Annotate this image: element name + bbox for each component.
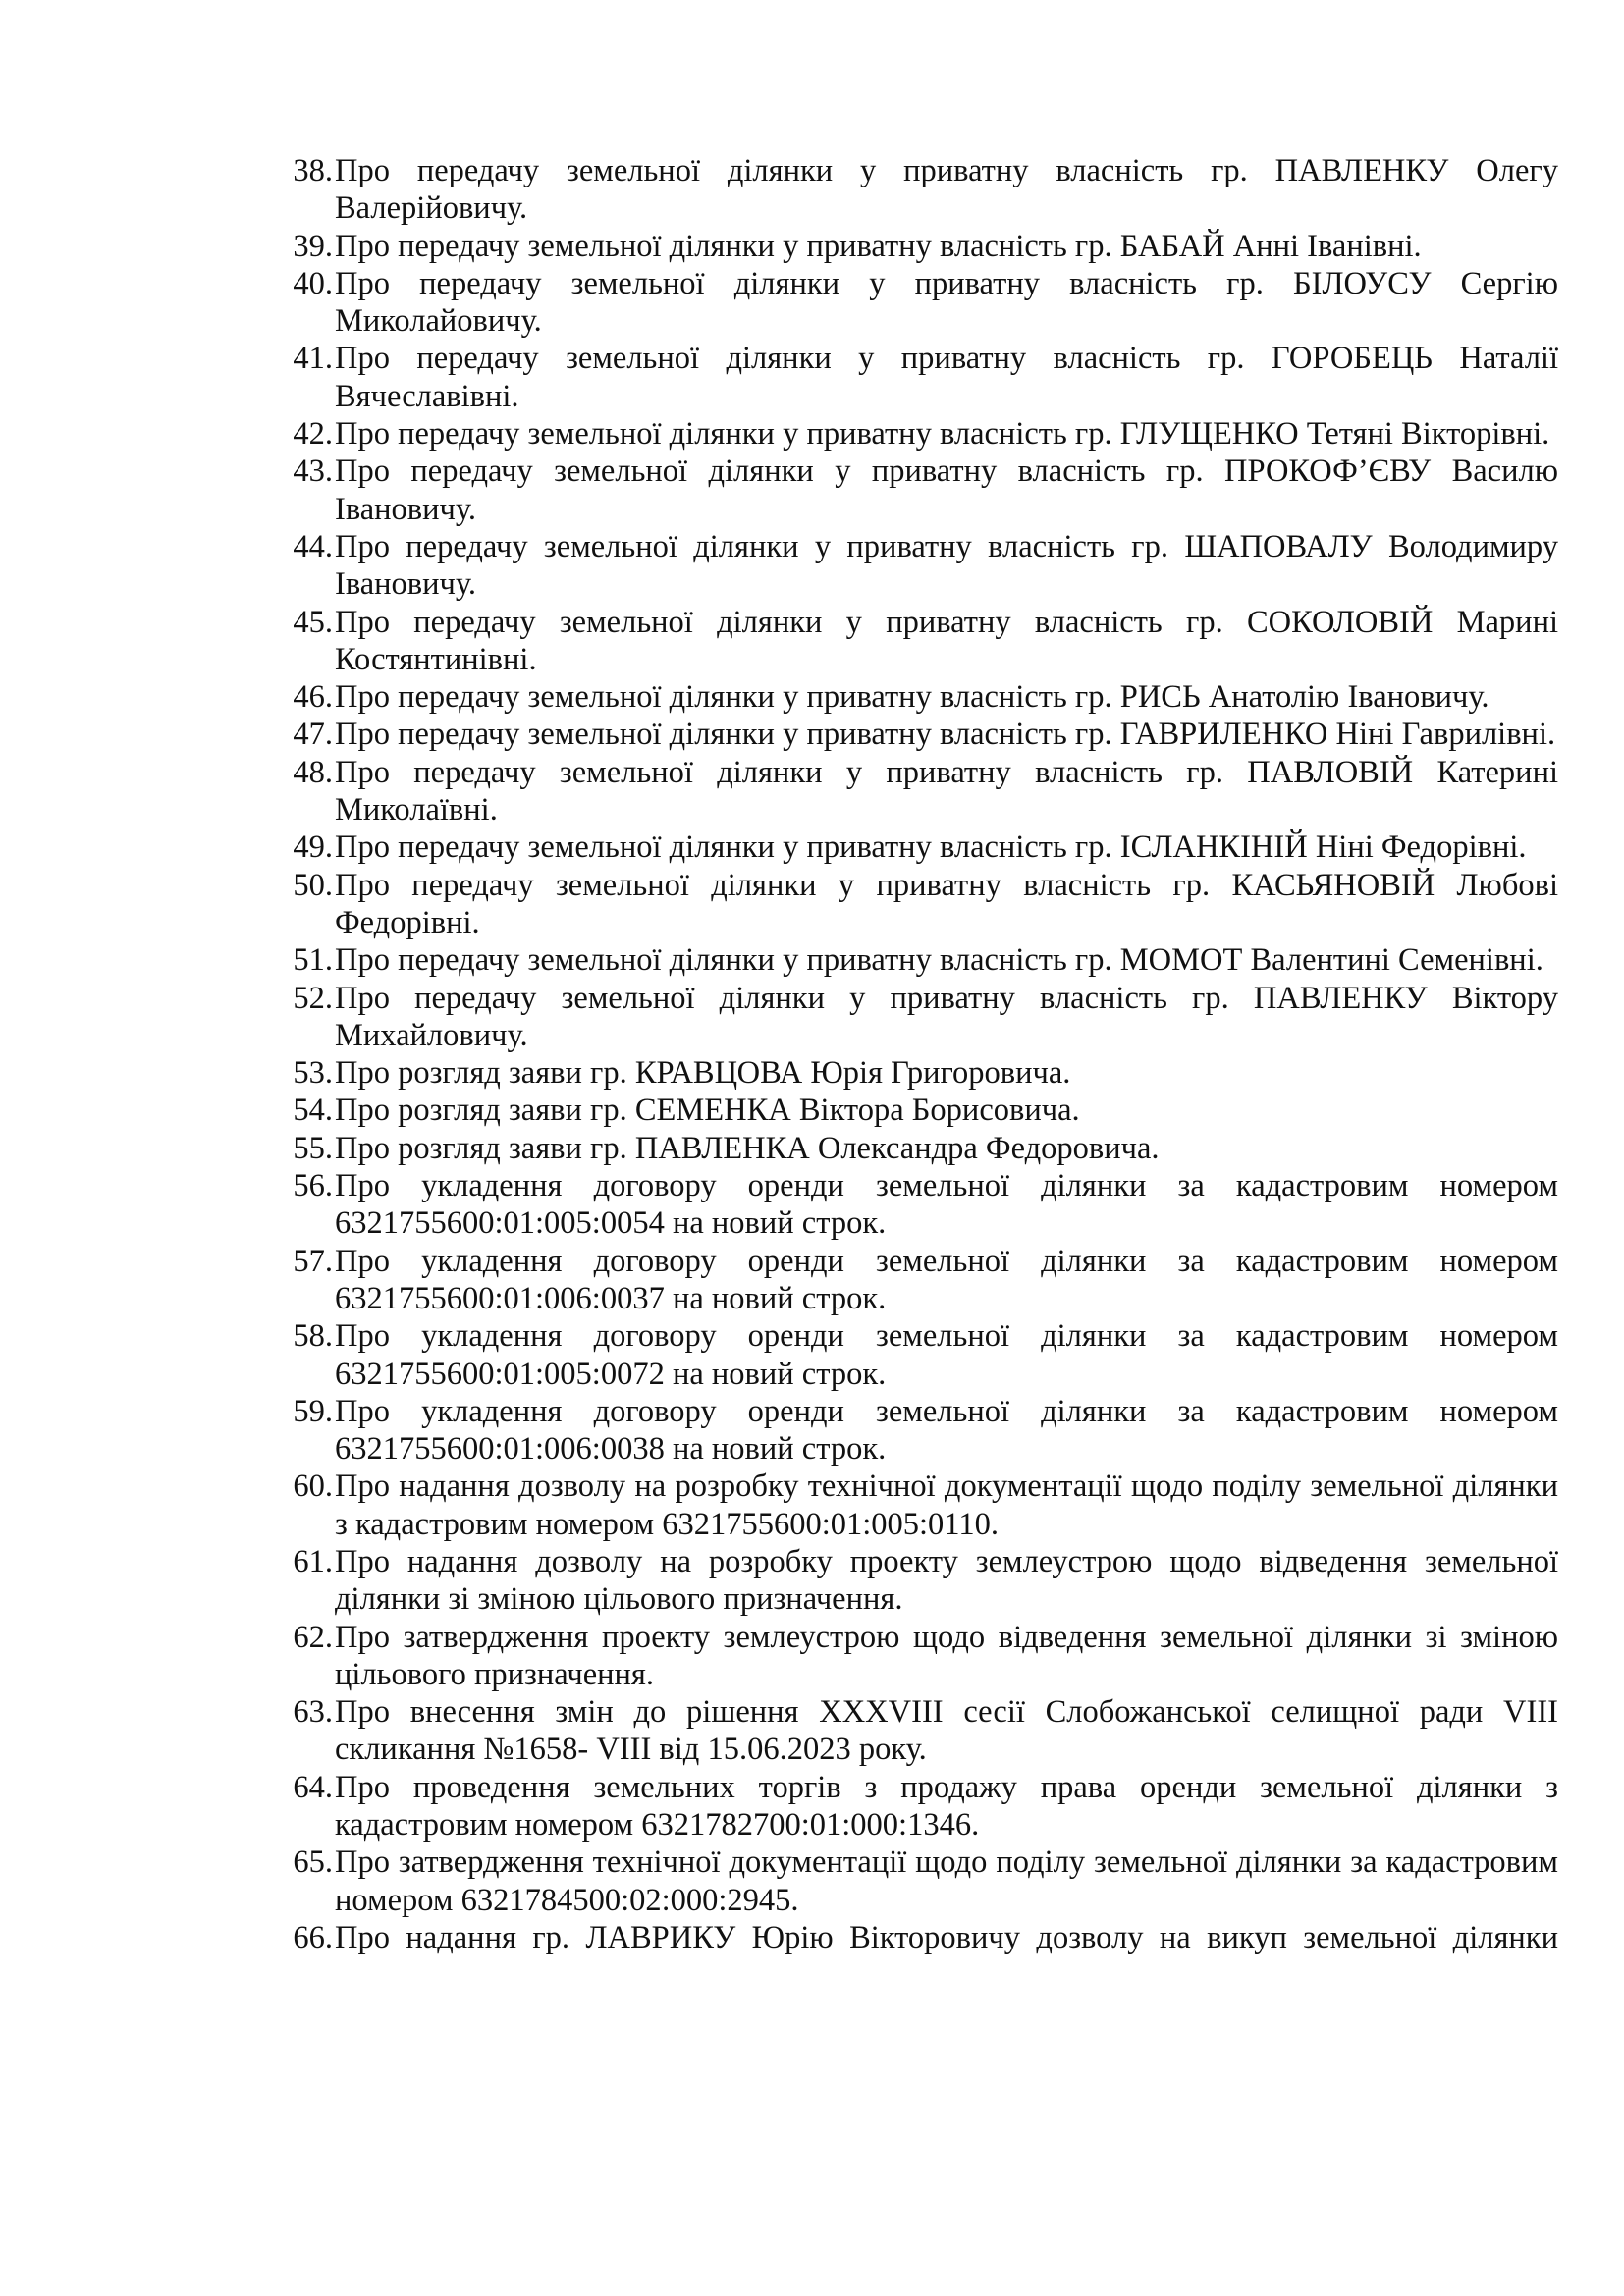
- item-text: Про проведення земельних торгів з продажу права оренди земельної ділянки з кадастровим номером 6321782700:01:000:1346.: [335, 1769, 1558, 1843]
- item-text: Про передачу земельної ділянки у приватну власність гр. ІСЛАНКІНІЙ Ніні Федорівні.: [335, 829, 1527, 866]
- item-text: Про надання дозволу на розробку проекту землеустрою щодо відведення земельної ділянки зі зміною цільового призначення.: [335, 1543, 1558, 1618]
- agenda-item: [280, 1843, 1558, 1919]
- item-text: Про надання дозволу на розробку технічної документації щодо поділу земельної ділянки з кадастровим номером 6321755600:01:005:0110.: [335, 1468, 1558, 1542]
- agenda-item: [280, 152, 1558, 228]
- item-number: 43.: [293, 454, 333, 490]
- item-number: 48.: [293, 754, 333, 790]
- item-number: 51.: [293, 942, 333, 979]
- agenda-item: [280, 678, 1558, 716]
- agenda-item: [280, 1543, 1558, 1619]
- item-text: Про передачу земельної ділянки у приватну власність гр. ШАПОВАЛУ Володимиру Івановичу.: [335, 528, 1558, 603]
- agenda-item: [280, 1619, 1558, 1694]
- item-text: Про передачу земельної ділянки у приватну власність гр. ПАВЛОВІЙ Катерині Миколаївні.: [335, 754, 1558, 828]
- agenda-item: [280, 1167, 1558, 1243]
- agenda-item: [280, 604, 1558, 679]
- item-number: 45.: [293, 604, 333, 640]
- item-text: Про передачу земельної ділянки у приватну власність гр. РИСЬ Анатолію Івановичу.: [335, 679, 1489, 716]
- item-number: 55.: [293, 1130, 333, 1166]
- agenda-item: [280, 716, 1558, 753]
- item-number: 54.: [293, 1093, 333, 1129]
- item-number: 38.: [293, 153, 333, 188]
- agenda-item: [280, 1393, 1558, 1468]
- item-number: 46.: [293, 679, 333, 716]
- item-text: Про передачу земельної ділянки у приватну власність гр. КАСЬЯНОВІЙ Любові Федорівні.: [335, 867, 1558, 940]
- agenda-item: [280, 528, 1558, 604]
- item-text: Про передачу земельної ділянки у приватну власність гр. БІЛОУСУ Сергію Миколайовичу.: [335, 265, 1558, 340]
- item-text: Про укладення договору оренди земельної ділянки за кадастровим номером 6321755600:01:006:0038 на новий строк.: [335, 1393, 1558, 1468]
- item-text: Про затвердження проекту землеустрою щодо відведення земельної ділянки зі зміною цільового призначення.: [335, 1619, 1558, 1692]
- item-text: Про передачу земельної ділянки у приватну власність гр. ПАВЛЕНКУ Олегу Валерійовичу.: [335, 153, 1558, 227]
- item-text: Про укладення договору оренди земельної ділянки за кадастровим номером 6321755600:01:005:0072 на новий строк.: [335, 1318, 1558, 1392]
- item-number: 41.: [293, 341, 333, 377]
- item-text: Про надання гр. ЛАВРИКУ Юрію Вікторовичу дозволу на викуп земельної ділянки: [335, 1919, 1558, 1955]
- item-number: 62.: [293, 1619, 333, 1655]
- item-text: Про затвердження технічної документації щодо поділу земельної ділянки за кадастровим номером 6321784500:02:000:2945.: [335, 1844, 1558, 1918]
- agenda-item: [280, 1693, 1558, 1769]
- agenda-item: [280, 340, 1558, 415]
- agenda-item: [280, 415, 1558, 453]
- agenda-item: [280, 1769, 1558, 1844]
- agenda-item: [280, 941, 1558, 979]
- item-number: 39.: [293, 228, 333, 264]
- item-number: 44.: [293, 528, 333, 564]
- item-number: 57.: [293, 1243, 333, 1279]
- item-number: 61.: [293, 1543, 333, 1579]
- item-text: Про укладення договору оренди земельної ділянки за кадастровим номером 6321755600:01:005:0054 на новий строк.: [335, 1168, 1558, 1242]
- item-number: 50.: [293, 867, 333, 903]
- item-number: 58.: [293, 1318, 333, 1355]
- agenda-list: [280, 152, 1558, 1956]
- agenda-item: [280, 265, 1558, 341]
- item-text: Про передачу земельної ділянки у приватну власність гр. ПРОКОФ’ЄВУ Василю Івановичу.: [335, 454, 1558, 527]
- agenda-item: [280, 1092, 1558, 1129]
- agenda-item: [280, 228, 1558, 265]
- agenda-item: [280, 1919, 1558, 1956]
- item-number: 47.: [293, 717, 333, 753]
- item-number: 40.: [293, 265, 333, 301]
- item-text: Про передачу земельної ділянки у приватну власність гр. СОКОЛОВІЙ Марині Костянтинівні.: [335, 604, 1558, 677]
- agenda-item: [280, 1054, 1558, 1092]
- agenda-item: [280, 828, 1558, 866]
- agenda-item: [280, 1130, 1558, 1167]
- agenda-item: [280, 980, 1558, 1055]
- item-text: Про передачу земельної ділянки у приватну власність гр. БАБАЙ Анні Іванівні.: [335, 228, 1422, 264]
- agenda-item: [280, 867, 1558, 942]
- item-number: 60.: [293, 1468, 333, 1505]
- agenda-item: [280, 754, 1558, 829]
- item-number: 49.: [293, 829, 333, 866]
- agenda-item: [280, 1317, 1558, 1393]
- item-number: 42.: [293, 416, 333, 453]
- item-number: 66.: [293, 1919, 333, 1955]
- item-number: 59.: [293, 1393, 333, 1429]
- item-text: Про передачу земельної ділянки у приватну власність гр. ГАВРИЛЕНКО Ніні Гаврилівні.: [335, 717, 1556, 753]
- item-text: Про передачу земельної ділянки у приватну власність гр. ПАВЛЕНКУ Віктору Михайловичу.: [335, 980, 1558, 1053]
- item-text: Про укладення договору оренди земельної ділянки за кадастровим номером 6321755600:01:006:0037 на новий строк.: [335, 1243, 1558, 1316]
- item-number: 65.: [293, 1844, 333, 1881]
- item-text: Про розгляд заяви гр. СЕМЕНКА Віктора Борисовича.: [335, 1093, 1080, 1129]
- item-number: 56.: [293, 1168, 333, 1204]
- item-text: Про внесення змін до рішення XXXVIII сесії Слобожанської селищної ради VIII скликання №1658- VIII від 15.06.2023 року.: [335, 1694, 1558, 1768]
- agenda-item: [280, 1243, 1558, 1318]
- item-number: 64.: [293, 1769, 333, 1805]
- agenda-item: [280, 1468, 1558, 1543]
- item-text: Про передачу земельної ділянки у приватну власність гр. ГОРОБЕЦЬ Наталії Вячеславівні.: [335, 341, 1558, 414]
- item-number: 53.: [293, 1055, 333, 1092]
- item-text: Про передачу земельної ділянки у приватну власність гр. ГЛУЩЕНКО Тетяні Вікторівні.: [335, 416, 1550, 453]
- agenda-item: [280, 453, 1558, 528]
- item-number: 52.: [293, 980, 333, 1016]
- item-text: Про передачу земельної ділянки у приватну власність гр. МОМОТ Валентині Семенівні.: [335, 942, 1543, 979]
- item-text: Про розгляд заяви гр. ПАВЛЕНКА Олександра Федоровича.: [335, 1130, 1160, 1166]
- item-number: 63.: [293, 1694, 333, 1731]
- item-text: Про розгляд заяви гр. КРАВЦОВА Юрія Григоровича.: [335, 1055, 1071, 1092]
